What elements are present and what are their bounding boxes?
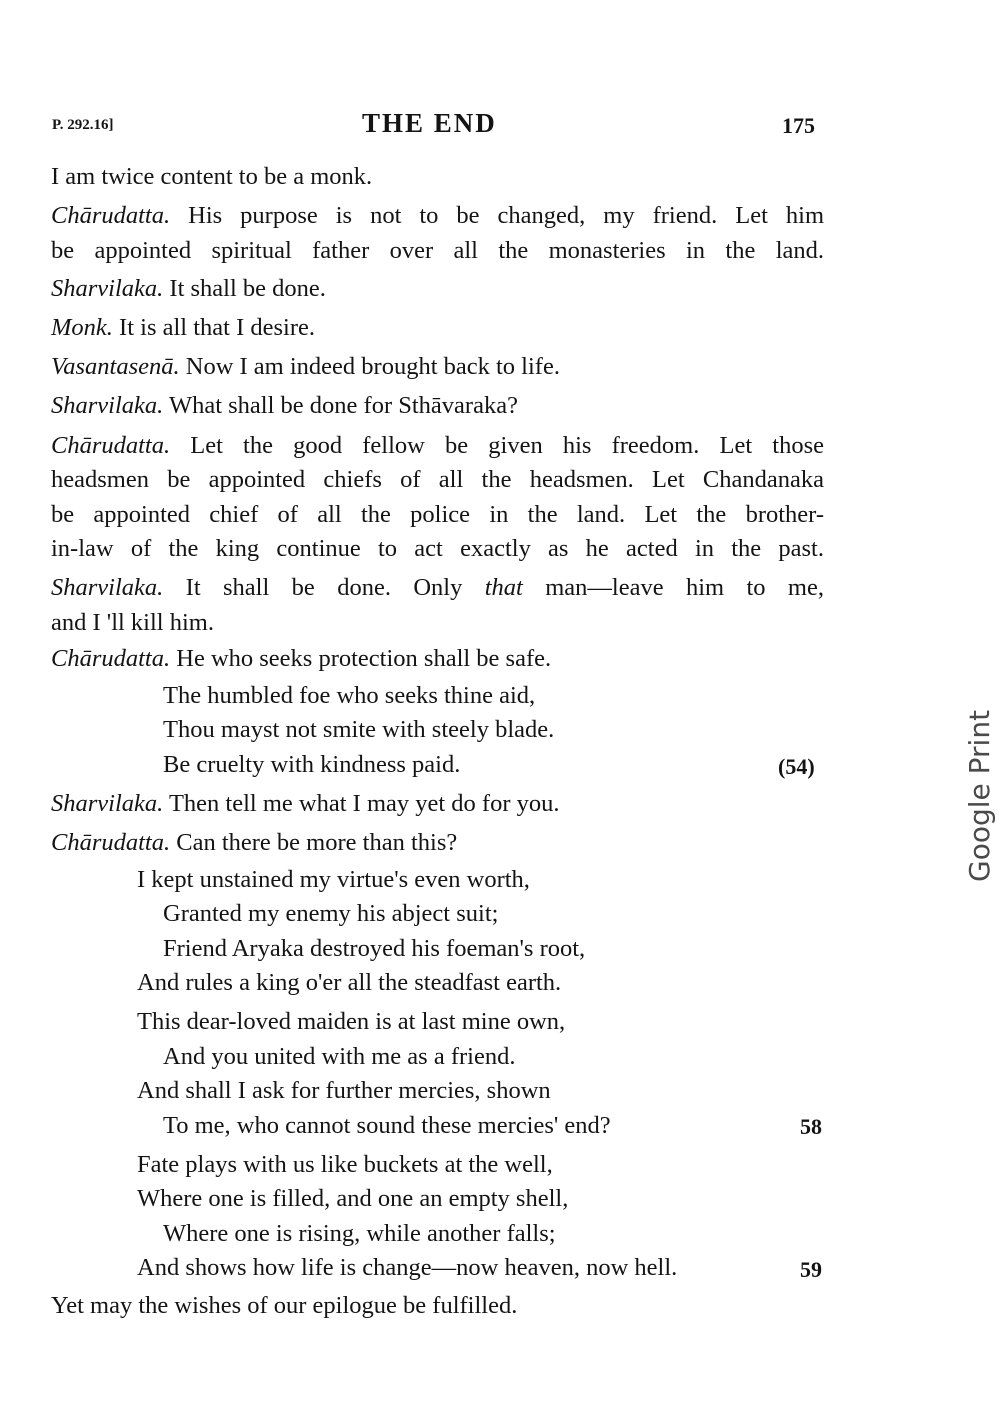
text-line: be appointed spiritual father over all the monasteries in the land. — [51, 237, 824, 264]
verse-line: Granted my enemy his abject suit; — [163, 900, 499, 927]
verse-line: To me, who cannot sound these mercies' end? — [163, 1112, 611, 1139]
dialogue-line: Chārudatta. Can there be more than this? — [51, 829, 458, 856]
verse-line: Be cruelty with kindness paid. — [163, 751, 461, 778]
text-line: in-law of the king continue to act exactly as he acted in the past. — [51, 535, 824, 562]
verse-line: And rules a king o'er all the steadfast earth. — [137, 969, 562, 996]
verse-line: Where one is rising, while another falls; — [163, 1220, 556, 1247]
speaker-name: Chārudatta. — [51, 432, 171, 459]
page-number: 175 — [782, 113, 815, 138]
text-line: I am twice content to be a monk. — [51, 163, 373, 190]
dialogue-line: Sharvilaka. Then tell me what I may yet do for you. — [51, 790, 560, 817]
speaker-name: Monk. — [51, 314, 113, 341]
verse-line: Thou mayst not smite with steely blade. — [163, 716, 555, 743]
google-print-watermark: Google Print — [963, 709, 996, 882]
dialogue-line: Monk. It is all that I desire. — [51, 314, 315, 341]
speaker-name: Vasantasenā. — [51, 353, 180, 380]
text-line: Yet may the wishes of our epilogue be fulfilled. — [51, 1292, 518, 1319]
speaker-name: Sharvilaka. — [51, 574, 164, 601]
text-line: headsmen be appointed chiefs of all the headsmen. Let Chandanaka — [51, 466, 824, 493]
speaker-name: Chārudatta. — [51, 829, 171, 856]
verse-line: And shall I ask for further mercies, shown — [137, 1077, 551, 1104]
speaker-name: Sharvilaka. — [51, 790, 164, 817]
verse-number: 59 — [800, 1257, 822, 1282]
verse-line: And shows how life is change—now heaven, now hell. — [137, 1254, 678, 1281]
dialogue-line: Sharvilaka. What shall be done for Sthāvaraka? — [51, 392, 518, 419]
speaker-name: Sharvilaka. — [51, 392, 164, 419]
text-line: and I 'll kill him. — [51, 609, 214, 636]
verse-line: Fate plays with us like buckets at the well, — [137, 1151, 553, 1178]
dialogue-line: Sharvilaka. It shall be done. — [51, 275, 326, 302]
chapter-title: THE END — [362, 108, 497, 138]
verse-line: And you united with me as a friend. — [163, 1043, 516, 1070]
verse-line: The humbled foe who seeks thine aid, — [163, 682, 536, 709]
text-line: be appointed chief of all the police in the land. Let the brother- — [51, 501, 824, 528]
speaker-name: Chārudatta. — [51, 645, 171, 672]
verse-line: Friend Aryaka destroyed his foeman's root, — [163, 935, 586, 962]
header-reference: P. 292.16] — [52, 117, 114, 133]
verse-line: I kept unstained my virtue's even worth, — [137, 866, 530, 893]
dialogue-line: Vasantasenā. Now I am indeed brought back to life. — [51, 353, 560, 380]
speaker-name: Sharvilaka. — [51, 275, 164, 302]
verse-number: (54) — [778, 754, 815, 779]
speaker-name: Chārudatta. — [51, 202, 171, 229]
verse-number: 58 — [800, 1114, 822, 1139]
dialogue-line: Chārudatta. His purpose is not to be changed, my friend. Let him — [51, 202, 824, 229]
dialogue-line: Chārudatta. Let the good fellow be given his freedom. Let those — [51, 432, 824, 459]
dialogue-line: Chārudatta. He who seeks protection shall be safe. — [51, 645, 552, 672]
verse-line: This dear-loved maiden is at last mine own, — [137, 1008, 566, 1035]
verse-line: Where one is filled, and one an empty shell, — [137, 1185, 569, 1212]
dialogue-line: Sharvilaka. It shall be done. Only that man—leave him to me, — [51, 574, 824, 601]
emphasis: that — [484, 574, 523, 601]
